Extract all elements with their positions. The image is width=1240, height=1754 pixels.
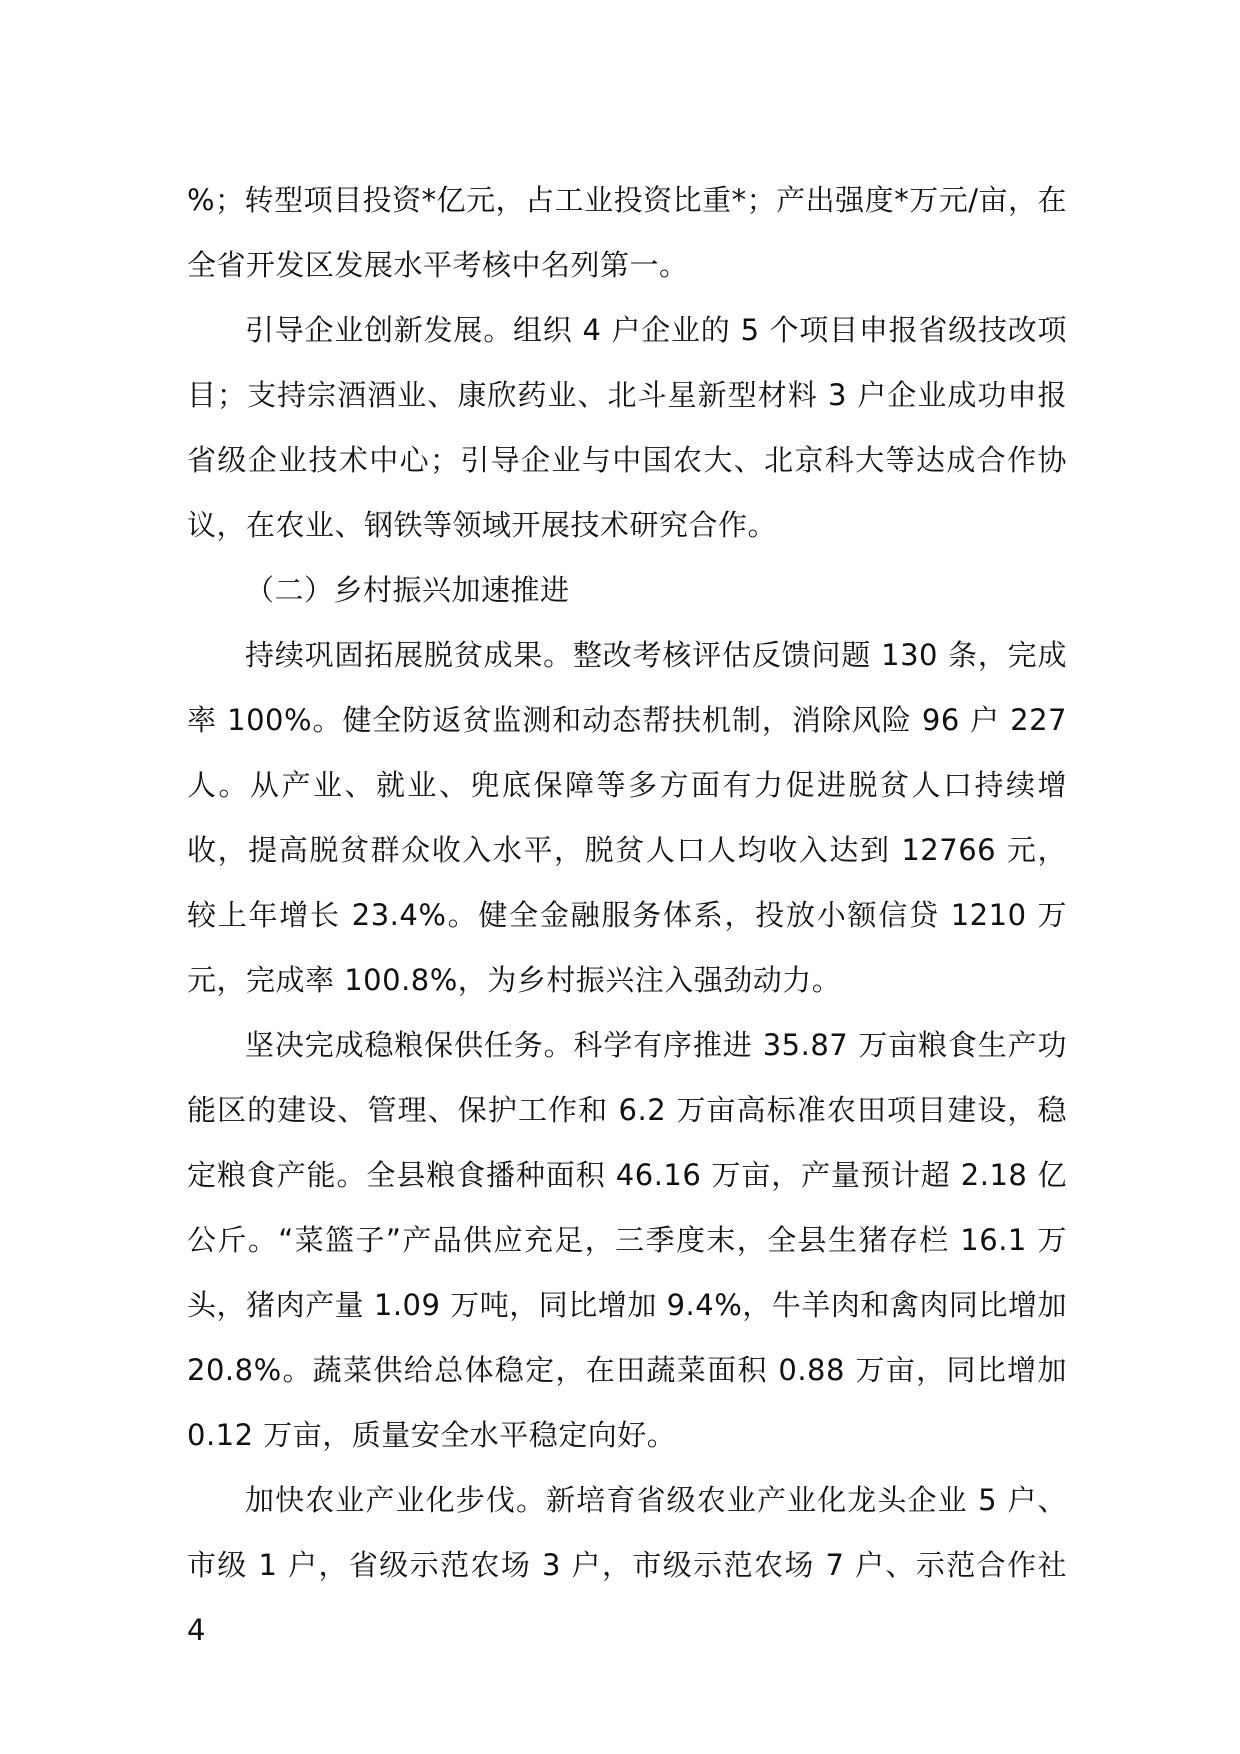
paragraph-agricultural-industrialization: 加快农业产业化步伐。新培育省级农业产业化龙头企业 5 户、市级 1 户，省级示范农场 3 户，市级示范农场 7 户、示范合作社 4 (187, 1483, 1067, 1647)
paragraph-grain-supply: 坚决完成稳粮保供任务。科学有序推进 35.87 万亩粮食生产功能区的建设、管理、保护工作和 6.2 万亩高标准农田项目建设，稳定粮食产能。全县粮食播种面积 46.16 万亩，产量预计超 2.18 亿公斤。“菜篮子”产品供应充足，三季度末，全县生猪存栏 16.1 万头，猪肉产量 1.09 万吨，同比增加 9.4%，牛羊肉和禽肉同比增加 20.8%。蔬菜供给总体稳定，在田蔬菜面积 0.88 万亩，同比增加 0.12 万亩，质量安全水平稳定向好。 (187, 1028, 1067, 1452)
paragraph-continuation: %；转型项目投资*亿元，占工业投资比重*；产出强度*万元/亩，在全省开发区发展水平考核中名列第一。 (187, 183, 1067, 282)
section-heading-rural-revitalization: （二）乡村振兴加速推进 (245, 573, 570, 607)
document-body (187, 168, 1067, 1663)
paragraph-poverty-alleviation: 持续巩固拓展脱贫成果。整改考核评估反馈问题 130 条，完成率 100%。健全防返贫监测和动态帮扶机制，消除风险 96 户 227 人。从产业、就业、兜底保障等多方面有力促进脱贫人口持续增收，提高脱贫群众收入水平，脱贫人口人均收入达到 12766 元，较上年增长 23.4%。健全金融服务体系，投放小额信贷 1210 万元，完成率 100.8%，为乡村振兴注入强劲动力。 (187, 638, 1067, 997)
paragraph-enterprise-innovation: 引导企业创新发展。组织 4 户企业的 5 个项目申报省级技改项目；支持宗酒酒业、康欣药业、北斗星新型材料 3 户企业成功申报省级企业技术中心；引导企业与中国农大、北京科大等达成合作协议，在农业、钢铁等领域开展技术研究合作。 (187, 313, 1067, 542)
